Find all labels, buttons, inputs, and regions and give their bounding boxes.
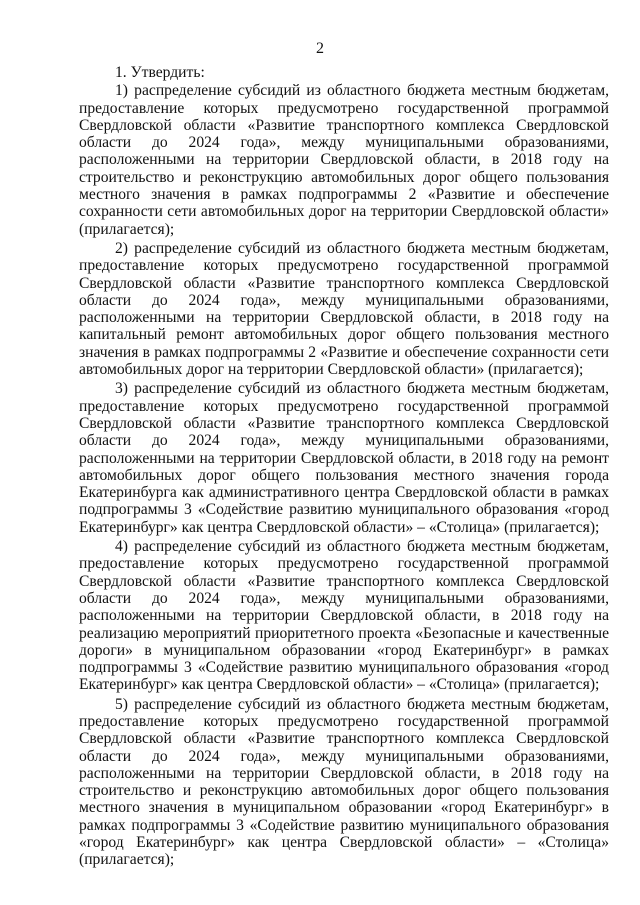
list-item-1: 1) распределение субсидий из областного бюджета местным бюджетам, предоставление которых предусмотрено государственной программой Свердловской области «Развитие транспортного комплекса Свердловской области до 2024 года», между муниципальными образованиями, расположенными на территории Свердловской области, в 2018 году на строительство и реконструкцию автомобильных дорог общего пользования местного значения в рамках подпрограммы 2 «Развитие и обеспечение сохранности сети автомобильных дорог на территории Свердловской области» (прилагается); [79,82,609,238]
document-body [79,64,609,871]
list-item-3: 3) распределение субсидий из областного бюджета местным бюджетам, предоставление которых предусмотрено государственной программой Свердловской области «Развитие транспортного комплекса Свердловской области до 2024 года», между муниципальными образованиями, расположенными на территории Свердловской области, в 2018 году на ремонт автомобильных дорог общего пользования местного значения города Екатеринбурга как административного центра Свердловской области в рамках подпрограммы 3 «Содействие развитию муниципального образования «город Екатеринбург» как центра Свердловской области» – «Столица» (прилагается); [79,380,609,536]
page-number: 2 [316,40,324,57]
list-item-4: 4) распределение субсидий из областного бюджета местным бюджетам, предоставление которых предусмотрено государственной программой Свердловской области «Развитие транспортного комплекса Свердловской области до 2024 года», между муниципальными образованиями, расположенными на территории Свердловской области, в 2018 году на реализацию мероприятий приоритетного проекта «Безопасные и качественные дороги» в муниципальном образовании «город Екатеринбург» в рамках подпрограммы 3 «Содействие развитию муниципального образования «город Екатеринбург» как центра Свердловской области» – «Столица» (прилагается); [79,538,609,694]
list-item-5: 5) распределение субсидий из областного бюджета местным бюджетам, предоставление которых предусмотрено государственной программой Свердловской области «Развитие транспортного комплекса Свердловской области до 2024 года», между муниципальными образованиями, расположенными на территории Свердловской области, в 2018 году на строительство и реконструкцию автомобильных дорог общего пользования местного значения в муниципальном образовании «город Екатеринбург» в рамках подпрограммы 3 «Содействие развитию муниципального образования «город Екатеринбург» как центра Свердловской области» – «Столица» (прилагается); [79,695,609,869]
list-item-2: 2) распределение субсидий из областного бюджета местным бюджетам, предоставление которых предусмотрено государственной программой Свердловской области «Развитие транспортного комплекса Свердловской области до 2024 года», между муниципальными образованиями, расположенными на территории Свердловской области, в 2018 году на капитальный ремонт автомобильных дорог общего пользования местного значения в рамках подпрограммы 2 «Развитие и обеспечение сохранности сети автомобильных дорог на территории Свердловской области» (прилагается); [79,239,609,379]
resolution-heading: 1. Утвердить: [115,64,205,81]
